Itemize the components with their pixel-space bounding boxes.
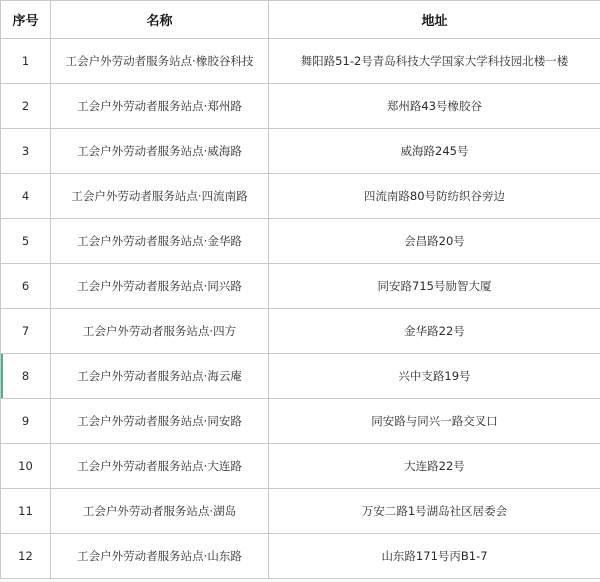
table-row <box>1 174 600 219</box>
cell-index: 1 <box>1 39 51 84</box>
cell-name: 工会户外劳动者服务站点·四流南路 <box>51 174 269 219</box>
table-row <box>1 264 600 309</box>
table-row <box>1 84 600 129</box>
cell-name: 工会户外劳动者服务站点·威海路 <box>51 129 269 174</box>
cell-name: 工会户外劳动者服务站点·四方 <box>51 309 269 354</box>
cell-address: 舞阳路51-2号青岛科技大学国家大学科技园北楼一楼 <box>269 39 600 84</box>
cell-name: 工会户外劳动者服务站点·湖岛 <box>51 489 269 534</box>
cell-address: 四流南路80号防纺织谷旁边 <box>269 174 600 219</box>
cell-name: 工会户外劳动者服务站点·大连路 <box>51 444 269 489</box>
table-row <box>1 489 600 534</box>
table-row <box>1 399 600 444</box>
cell-address: 山东路171号丙B1-7 <box>269 534 600 579</box>
cell-index: 5 <box>1 219 51 264</box>
cell-address: 威海路245号 <box>269 129 600 174</box>
table-body <box>1 39 600 579</box>
cell-name: 工会户外劳动者服务站点·海云庵 <box>51 354 269 399</box>
cell-index: 4 <box>1 174 51 219</box>
table-row <box>1 354 600 399</box>
cell-index: 11 <box>1 489 51 534</box>
table-row <box>1 309 600 354</box>
cell-index: 12 <box>1 534 51 579</box>
cell-index: 9 <box>1 399 51 444</box>
table-row <box>1 444 600 489</box>
header-name: 名称 <box>51 1 269 39</box>
cell-address: 同安路715号励智大厦 <box>269 264 600 309</box>
cell-address: 万安二路1号湖岛社区居委会 <box>269 489 600 534</box>
cell-name: 工会户外劳动者服务站点·同安路 <box>51 399 269 444</box>
cell-address: 会昌路20号 <box>269 219 600 264</box>
header-index: 序号 <box>1 1 51 39</box>
cell-address: 金华路22号 <box>269 309 600 354</box>
table-row <box>1 534 600 579</box>
table-row <box>1 129 600 174</box>
cell-index: 10 <box>1 444 51 489</box>
cell-name: 工会户外劳动者服务站点·橡胶谷科技 <box>51 39 269 84</box>
cell-address: 兴中支路19号 <box>269 354 600 399</box>
cell-address: 同安路与同兴一路交叉口 <box>269 399 600 444</box>
table-row <box>1 219 600 264</box>
cell-address: 郑州路43号橡胶谷 <box>269 84 600 129</box>
cell-index: 7 <box>1 309 51 354</box>
cell-address: 大连路22号 <box>269 444 600 489</box>
header-row <box>1 1 600 39</box>
cell-name: 工会户外劳动者服务站点·金华路 <box>51 219 269 264</box>
cell-index: 6 <box>1 264 51 309</box>
cell-name: 工会户外劳动者服务站点·山东路 <box>51 534 269 579</box>
table-header <box>1 1 600 39</box>
cell-name: 工会户外劳动者服务站点·郑州路 <box>51 84 269 129</box>
cell-index: 2 <box>1 84 51 129</box>
cell-name: 工会户外劳动者服务站点·同兴路 <box>51 264 269 309</box>
cell-index: 3 <box>1 129 51 174</box>
header-address: 地址 <box>269 1 600 39</box>
table-row <box>1 39 600 84</box>
cell-index: 8 <box>1 354 51 399</box>
